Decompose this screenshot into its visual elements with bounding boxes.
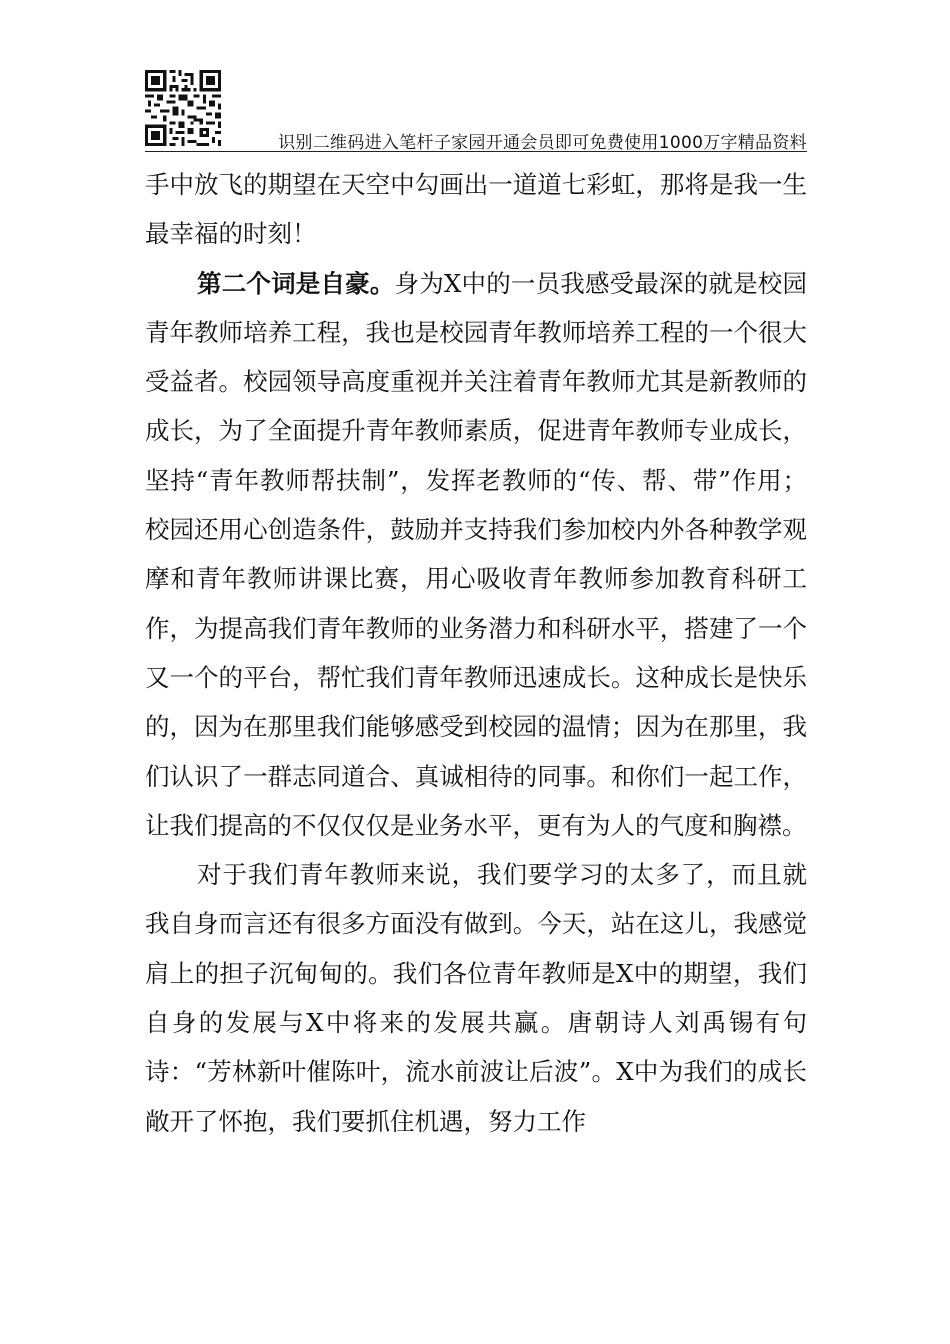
paragraph-1: 手中放飞的期望在天空中勾画出一道道七彩虹，那将是我一生最幸福的时刻！ bbox=[145, 170, 807, 249]
header-banner-text: 识别二维码进入笔杆子家园开通会员即可免费使用1000万字精品资料 bbox=[278, 133, 807, 153]
paragraph-2 bbox=[145, 259, 807, 851]
paragraph-2-text: 身为X中的一员我感受最深的就是校园青年教师培养工程，我也是校园青年教师培养工程的一个很大受益者。校园领导高度重视并关注着青年教师尤其是新教师的成长，为了全面提升青年教师素质，促进青年教师专业成长，坚持“青年教师帮扶制”，发挥老教师的“传、帮、带”作用；校园还用心创造条件，鼓励并支持我们参加校内外各种教学观摩和青年教师讲课比赛，用心吸收青年教师参加教育科研工作，为提高我们青年教师的业务潜力和科研水平，搭建了一个又一个的平台，帮忙我们青年教师迅速成长。这种成长是快乐的，因为在那里我们能够感受到校园的温情；因为在那里，我们认识了一群志同道合、真诚相待的同事。和你们一起工作，让我们提高的不仅仅仅是业务水平，更有为人的气度和胸襟。 bbox=[145, 268, 807, 840]
paragraph-3: 对于我们青年教师来说，我们要学习的太多了，而且就我自身而言还有很多方面没有做到。今天，站在这儿，我感觉肩上的担子沉甸甸的。我们各位青年教师是X中的期望，我们自身的发展与X中将来的发展共赢。唐朝诗人刘禹锡有句诗：“芳林新叶催陈叶，流水前波让后波”。X中为我们的成长敞开了怀抱，我们要抓住机遇，努力工作 bbox=[145, 860, 807, 1136]
page-header bbox=[145, 68, 807, 152]
header-divider bbox=[145, 151, 807, 152]
qr-code bbox=[145, 70, 221, 146]
document-body bbox=[145, 160, 807, 1146]
paragraph-2-lead: 第二个词是自豪。 bbox=[197, 268, 395, 298]
